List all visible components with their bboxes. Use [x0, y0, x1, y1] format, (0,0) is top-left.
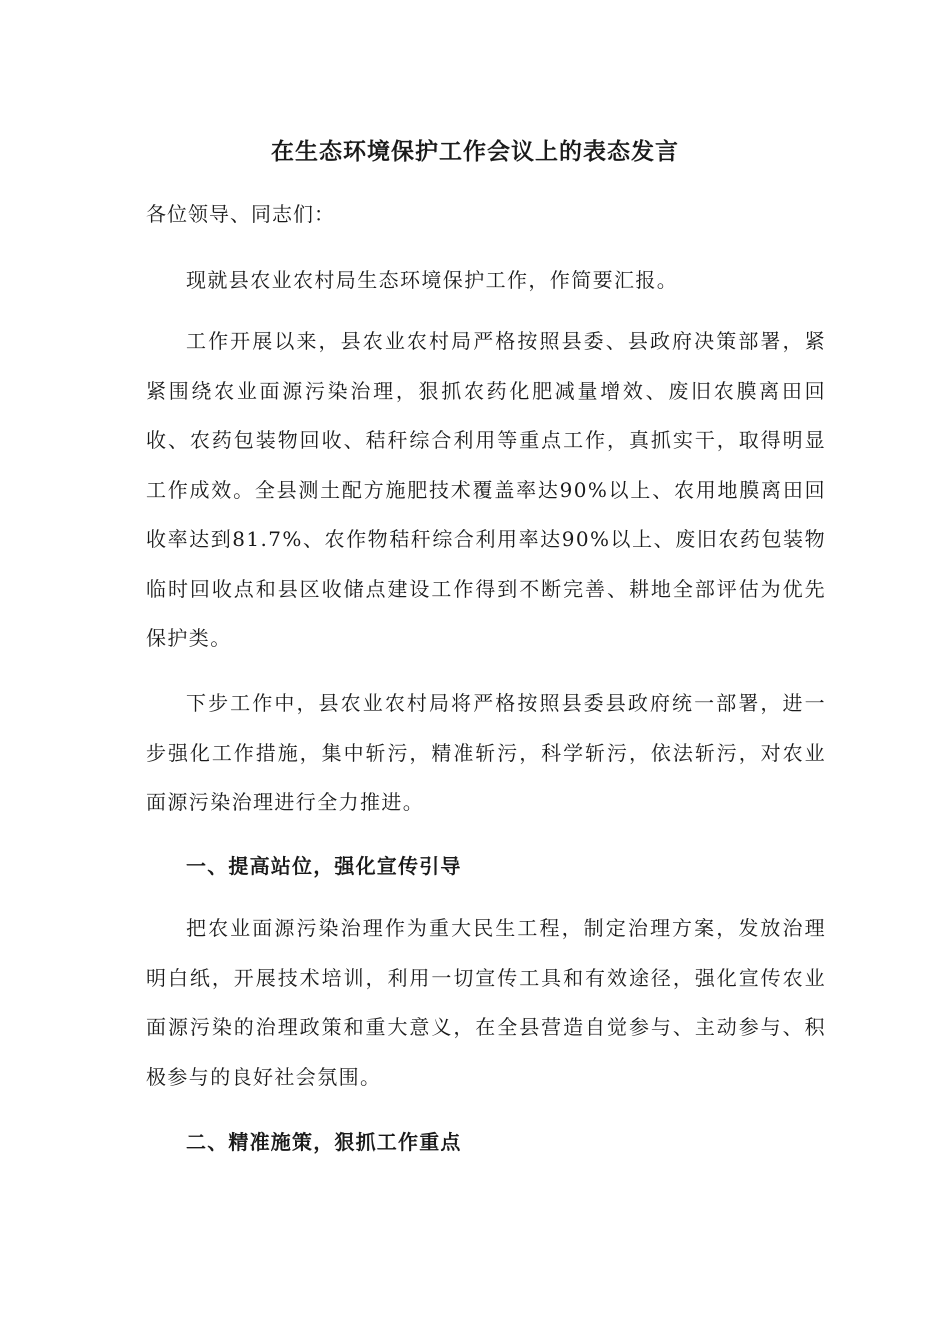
document-title: 在生态环境保护工作会议上的表态发言	[271, 138, 679, 165]
paragraph-intro: 现就县农业农村局生态环境保护工作，作简要汇报。	[186, 268, 679, 292]
section-heading-2: 二、精准施策，狠抓工作重点	[186, 1130, 462, 1154]
paragraph-achievements: 工作开展以来，县农业农村局严格按照县委、县政府决策部署，紧紧围绕农业面源污染治理，狠抓农药化肥减量增效、废旧农膜离田回收、农药包装物回收、秸秆综合利用等重点工作，真抓实干，取得明显工作成效。全县测土配方施肥技术覆盖率达90%以上、农用地膜离田回收率达到81.7%、农作物秸秆综合利用率达90%以上、废旧农药包装物临时回收点和县区收储点建设工作得到不断完善、耕地全部评估为优先保护类。	[146, 329, 826, 650]
paragraph-next-steps: 下步工作中，县农业农村局将严格按照县委县政府统一部署，进一步强化工作措施，集中斩污，精准斩污，科学斩污，依法斩污，对农业面源污染治理进行全力推进。	[146, 691, 826, 814]
salutation: 各位领导、同志们：	[146, 202, 335, 226]
paragraph-publicity: 把农业面源污染治理作为重大民生工程，制定治理方案，发放治理明白纸，开展技术培训，利用一切宣传工具和有效途径，强化宣传农业面源污染的治理政策和重大意义，在全县营造自觉参与、主动参与、积极参与的良好社会氛围。	[146, 916, 826, 1089]
section-heading-1: 一、提高站位，强化宣传引导	[186, 854, 462, 878]
